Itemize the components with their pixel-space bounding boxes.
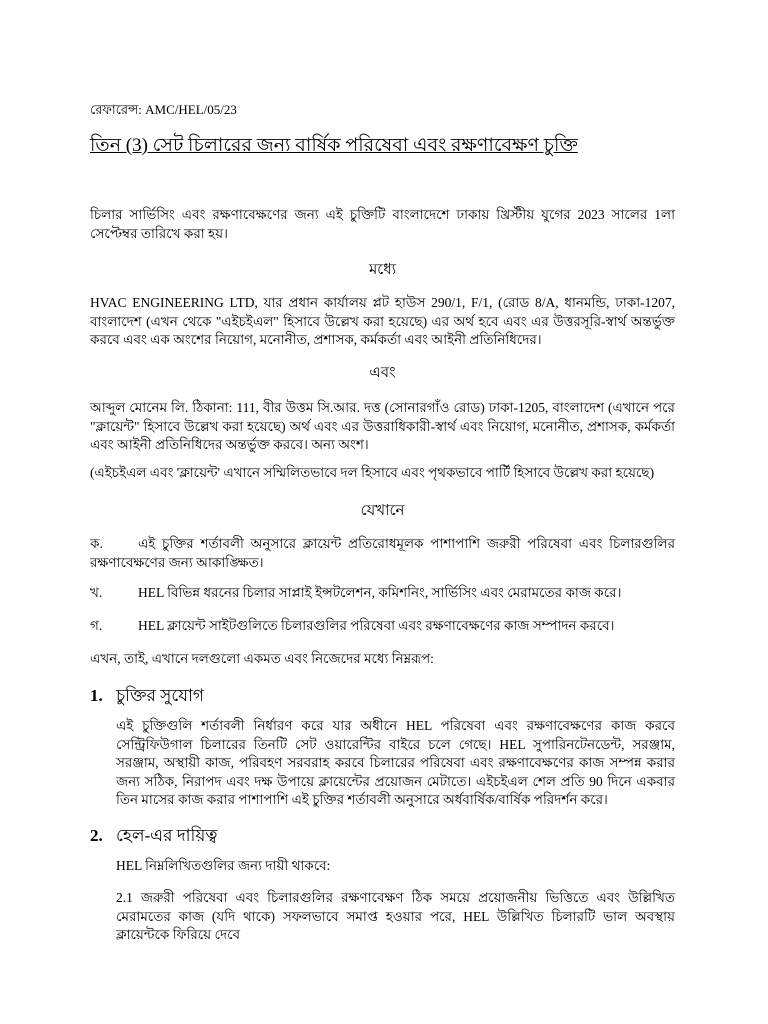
recital-c	[90, 617, 675, 636]
collective-note: (এইচইএল এবং 'ক্লায়েন্ট' এখানে সম্মিলিতভাবে দল হিসাবে এবং পৃথকভাবে পার্টি হিসাবে উল্লেখ করা হয়েছে)	[90, 465, 655, 480]
section-1-heading	[90, 683, 204, 711]
party-one-paragraph: HVAC ENGINEERING LTD, যার প্রধান কার্যালয় প্লট হাউস 290/1, F/1, (রোড 8/A, ধানমন্ডি, ঢাকা-1207, বাংলাদেশ (এখন থেকে "এইচইএল" হিসাবে উল্লেখ করা হয়েছে) এর অর্থ হবে এবং এর উত্তরসূরি-স্বার্থ অন্তর্ভুক্ত করবে এবং এক অংশের নিয়োগ, মনোনীত, প্রশাসক, কর্মকর্তা এবং আইনী প্রতিনিধিদের।	[90, 295, 675, 347]
intro-paragraph: চিলার সার্ভিসিং এবং রক্ষণাবেক্ষণের জন্য এই চুক্তিটি বাংলাদেশে ঢাকায় খ্রিস্টীয় যুগের 2023 সালের 1লা সেপ্টেম্বর তারিখে করা হয়।	[90, 207, 675, 241]
section-number: 1.	[90, 686, 103, 705]
section-1-body: এই চুক্তিগুলি শর্তাবলী নির্ধারণ করে যার অধীনে HEL পরিষেবা এবং রক্ষণাবেক্ষণের কাজ করবে সেন্ট্রিফিউগাল চিলারের তিনটি সেট ওয়ারেন্টির বাইরে চলে গেছে। HEL সুপারিনটেনডেন্ট, সরঞ্জাম, সরঞ্জাম, অস্থায়ী কাজ, পরিবহণ সরবরাহ করবে চিলারের পরিষেবা এবং রক্ষণাবেক্ষণের কাজ সম্পন্ন করার জন্য সঠিক, নিরাপদ এবং দক্ষ উপায়ে ক্লায়েন্টের প্রয়োজন মেটাতে। এইচইএল শেল প্রতি 90 দিনে একবার তিন মাসের কাজ করার পাশাপাশি এই চুক্তির শর্তাবলী অনুসারে অর্ধবার্ষিক/বার্ষিক পরিদর্শন করে।	[116, 718, 675, 807]
and-heading: এবং	[369, 365, 396, 381]
section-title: চুক্তির সুযোগ	[116, 686, 205, 705]
recital-label: গ.	[90, 618, 103, 633]
section-number: 2.	[90, 826, 103, 845]
clause-2-1: 2.1 জরুরী পরিষেবা এবং চিলারগুলির রক্ষণাবেক্ষণ ঠিক সময়ে প্রয়োজনীয় ভিত্তিতে এবং উল্লিখিত মেরামতের কাজ (যদি থাকে) সফলভাবে সমাপ্ত হওয়ার পরে, HEL উল্লিখিত চিলারটি ভাল অবস্থায় ক্লায়েন্টকে ফিরিয়ে দেবে	[116, 890, 675, 942]
between-heading: মধ্যে	[368, 262, 397, 278]
recital-b	[90, 584, 675, 603]
reference-number: রেফারেন্স: AMC/HEL/05/23	[90, 102, 237, 117]
agreement-statement: এখন, তাই, এখানে দলগুলো একমত এবং নিজেদের মধ্যে নিম্নরূপ:	[90, 651, 434, 666]
section-2-heading	[90, 823, 218, 851]
recital-text: HEL বিভিন্ন ধরনের চিলার সাপ্লাই ইন্সটলেশন, কমিশনিং, সার্ভিসিং এবং মেরামতের কাজ করে।	[138, 585, 622, 600]
recital-a	[90, 535, 675, 572]
recital-label: ক.	[90, 536, 103, 551]
section-2-intro: HEL নিম্নলিখিতগুলির জন্য দায়ী থাকবে:	[116, 858, 331, 873]
party-two-paragraph: আব্দুল মোনেম লি. ঠিকানা: 111, বীর উত্তম সি.আর. দত্ত (সোনারগাঁও রোড) ঢাকা-1205, বাংলাদেশ (এখানে পরে "ক্লায়েন্ট" হিসাবে উল্লেখ করা হয়েছে) অর্থ এবং এর উত্তরাধিকারী-স্বার্থ এবং নিয়োগ, মনোনীত, প্রশাসক, কর্মকর্তা এবং আইনী প্রতিনিধিদের অন্তর্ভুক্ত করবে। অন্য অংশ।	[90, 400, 675, 452]
whereas-heading: যেখানে	[360, 503, 405, 519]
recital-text: এই চুক্তির শর্তাবলী অনুসারে ক্লায়েন্ট প্রতিরোধমূলক পাশাপাশি জরুরী পরিষেবা এবং চিলারগুলির রক্ষণাবেক্ষণের জন্য আকাঙ্ক্ষিত।	[90, 536, 675, 570]
recital-label: খ.	[90, 585, 103, 600]
section-title: হেল-এর দায়িত্ব	[116, 826, 218, 845]
recital-text: HEL ক্লায়েন্ট সাইটগুলিতে চিলারগুলির পরিষেবা এবং রক্ষণাবেক্ষণের কাজ সম্পাদন করবে।	[138, 618, 615, 633]
document-title: তিন (3) সেট চিলারের জন্য বার্ষিক পরিষেবা এবং রক্ষণাবেক্ষণ চুক্তি	[90, 135, 578, 156]
